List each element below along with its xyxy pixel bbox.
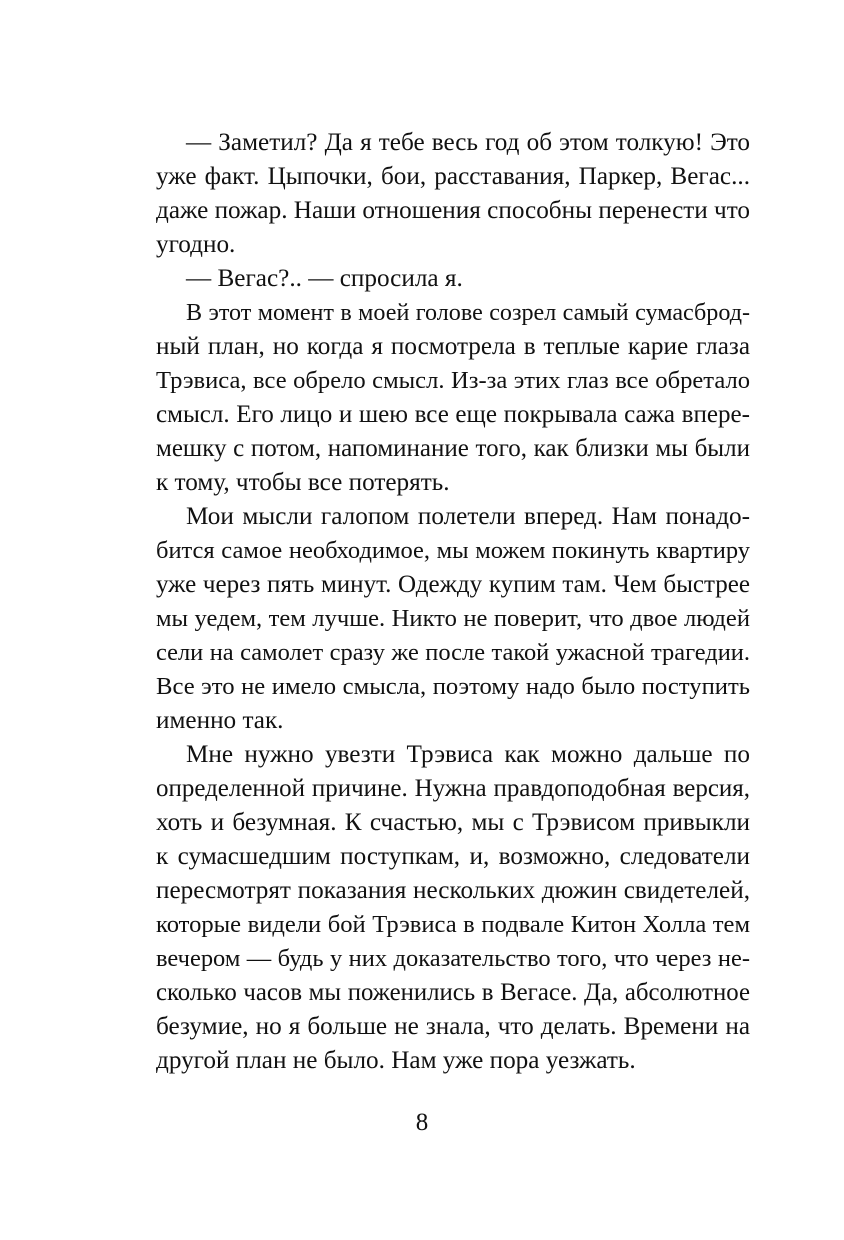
paragraph [156, 296, 750, 500]
paragraph [156, 126, 750, 262]
text-line: другой план не было. Нам уже пора уезжать. [156, 1047, 636, 1074]
page-number: 8 [415, 1109, 429, 1136]
text-line: — Заметил? Да я тебе весь год об этом толкую! Это [186, 129, 750, 156]
text-line: ный план, но когда я посмотрела в теплые карие глаза [156, 333, 750, 360]
text-line: уже факт. Цыпочки, бои, расставания, Паркер, Вегас... [156, 163, 750, 190]
text-line: пересмотрят показания нескольких дюжин свидетелей, [156, 877, 750, 904]
text-line: Мои мысли галопом полетели вперед. Нам понадо- [186, 503, 750, 530]
text-line: безумие, но я больше не знала, что делать. Времени на [156, 1013, 750, 1040]
text-line: мешку с потом, напоминание того, как близки мы были [156, 435, 750, 462]
text-line: которые видели бой Трэвиса в подвале Китон Холла тем [156, 911, 750, 938]
text-line: определенной причине. Нужна правдоподобная версия, [156, 775, 750, 802]
text-line: уже через пять минут. Одежду купим там. Чем быстрее [156, 571, 750, 598]
text-line: к сумасшедшим поступкам, и, возможно, следователи [156, 843, 750, 870]
text-line: — Вегас?.. — спросила я. [186, 265, 463, 292]
text-line: даже пожар. Наши отношения способны перенести что [156, 197, 750, 224]
text-line: смысл. Его лицо и шею все еще покрывала сажа впере- [156, 401, 750, 428]
text-line: бится самое необходимое, мы можем покинуть квартиру [156, 537, 750, 564]
text-line: сели на самолет сразу же после такой ужасной трагедии. [156, 639, 750, 666]
paragraph [156, 738, 750, 1078]
text-line: к тому, чтобы все потерять. [156, 469, 450, 496]
paragraph [156, 262, 750, 296]
body-text [156, 126, 750, 1078]
text-line: Трэвиса, все обрело смысл. Из-за этих глаз все обретало [156, 367, 750, 394]
text-line: хоть и безумная. К счастью, мы с Трэвисом привыкли [156, 809, 750, 836]
text-line: мы уедем, тем лучше. Никто не поверит, что двое людей [156, 605, 750, 632]
text-line: сколько часов мы поженились в Вегасе. Да, абсолютное [156, 979, 750, 1006]
text-line: Все это не имело смысла, поэтому надо было поступить [156, 673, 750, 700]
text-line: В этот момент в моей голове созрел самый сумасброд- [186, 300, 750, 326]
paragraph [156, 500, 750, 738]
text-line: вечером — будь у них доказательство того, что через не- [156, 945, 750, 972]
text-line: именно так. [156, 707, 284, 734]
text-line: угодно. [156, 231, 236, 258]
text-line: Мне нужно увезти Трэвиса как можно дальше по [186, 741, 750, 768]
